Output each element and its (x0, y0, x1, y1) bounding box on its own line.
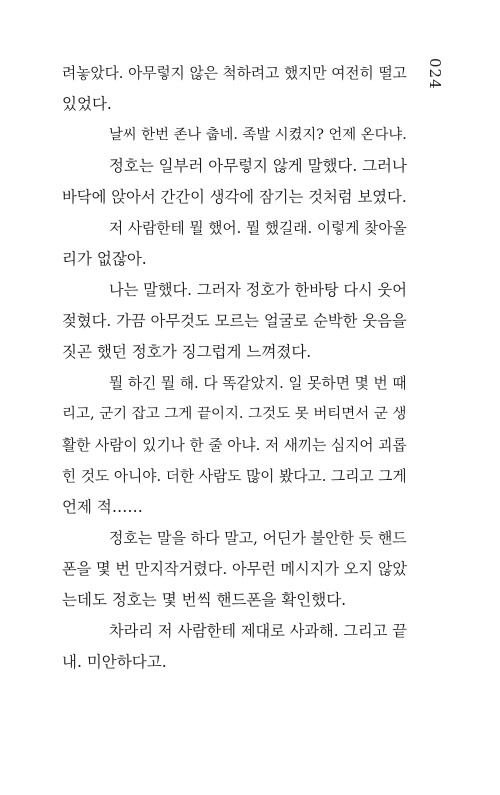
text-line: 리고, 군기 잡고 그게 끝이지. 그것도 못 버티면서 군 생 (62, 406, 407, 422)
text-line: 힌 것도 아니야. 더한 사람도 많이 봤다고. 그리고 그게 (62, 468, 407, 485)
text-line: 폰을 몇 번 만지작거렸다. 아무런 메시지가 오지 않았 (62, 560, 407, 578)
text-line: 뭘 하긴 뭘 해. 다 똑같았지. 일 못하면 몇 번 때 (109, 375, 407, 392)
text-line: 나는 말했다. 그러자 정호가 한바탕 다시 웃어 (109, 281, 407, 299)
text-line: 저 사람한테 뭘 했어. 뭘 했길래. 이렇게 찾아올 (109, 220, 407, 237)
text-line: 내. 미안하다고. (62, 653, 167, 671)
text-line: 는데도 정호는 몇 번씩 핸드폰을 확인했다. (62, 591, 347, 609)
body-text (62, 58, 407, 678)
text-line: 젖혔다. 가끔 아무것도 모르는 얼굴로 순박한 웃음을 (62, 312, 407, 330)
text-line: 차라리 저 사람한테 제대로 사과해. 그리고 끝 (109, 622, 407, 640)
text-line: 리가 없잖아. (62, 250, 147, 268)
text-line: 날씨 한번 존나 춥네. 족발 시켰지? 언제 온다냐. (109, 127, 407, 143)
text-line: 있었다. (62, 95, 112, 113)
text-line: 려놓았다. 아무렇지 않은 척하려고 했지만 여전히 떨고 (62, 65, 407, 82)
text-line: 짓곤 했던 정호가 징그럽게 느껴졌다. (62, 343, 312, 361)
page-number: 024 (426, 58, 444, 90)
text-line: 활한 사람이 있기나 한 줄 아냐. 저 새끼는 심지어 괴롭 (62, 437, 407, 454)
text-line: 바닥에 앉아서 간간이 생각에 잠기는 것처럼 보였다. (62, 188, 407, 206)
text-line: 언제 적…… (62, 498, 143, 516)
text-line: 정호는 말을 하다 말고, 어딘가 불안한 듯 핸드 (109, 529, 407, 547)
text-line: 정호는 일부러 아무렇지 않게 말했다. 그러나 (109, 157, 407, 175)
